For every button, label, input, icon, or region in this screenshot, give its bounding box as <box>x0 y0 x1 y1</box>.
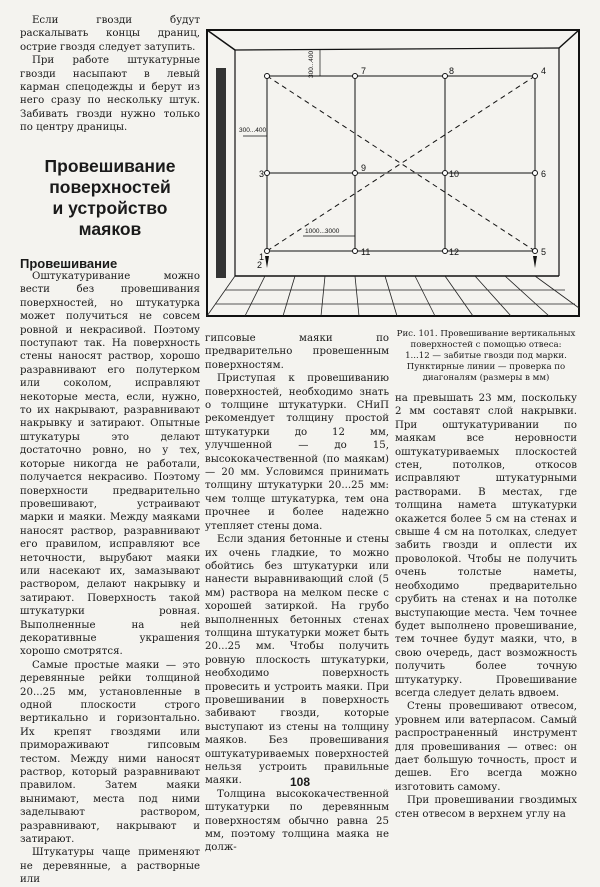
right-column <box>395 392 577 821</box>
nail-label: 2 <box>257 260 263 270</box>
door-strip <box>216 68 226 278</box>
diagonal-check-lines <box>267 76 535 251</box>
paragraph: Приступая к провешиванию поверхностей, необходимо знать о толщине штукатурки. СНиП рекомендует толщину простой штукатурки до 12 мм, улучшенной — до 15, высококачественной (по маякам) — 20 мм. Условимся принимать толщину штукатурки 20...25 мм: чем толще штукатурка, тем она прочнее и более надежно утепляет стены дома. <box>205 373 389 532</box>
dimension-bottom: 1000...3000 <box>305 228 340 235</box>
dimension-top: 300...400 <box>308 50 315 78</box>
ceiling-line <box>235 48 559 50</box>
nail <box>265 74 270 79</box>
paragraph: Если здания бетонные и стены их очень гладкие, то можно обойтись без штукатурки или нанести выравнивающий слой (5 мм) раствора на мелком песке с хорошей затиркой. На грубо выполненных бетонных стенах толщина штукатурки может быть 20...25 мм. Чтобы получить ровную плоскость штукатурки, необходимо поверхность провесить и устроить маяки. При провешивании в поверхность забивают гвозди, которые выступают из стены на толщину маяков. Без провешивания оштукатуриваемых поверхностей нельзя устроить правильные маяки. <box>205 534 389 787</box>
ceiling-corner-right <box>559 30 579 48</box>
figure-wall-plumbing <box>205 28 581 320</box>
nail-label: 6 <box>541 169 547 179</box>
nail <box>265 249 270 254</box>
nail-label: 5 <box>541 247 547 257</box>
page-number: 108 <box>289 775 311 789</box>
section-title <box>20 156 200 240</box>
plumb-bob-left <box>265 256 269 268</box>
nail <box>353 74 358 79</box>
paragraph: Оштукатуривание можно вести без провешивания поверхностей, но штукатурка может получиться не совсем ровной и некрасивой. Поэтому поступают так. На поверхность стены наносят раствор, хорошо разравнивают его полутерком или соколом, исправляют некоторые места, если, нужно, то их накрывают, разравнивают накрывку и затирают. Опытные штукатуры это делают достаточно ровно, но у тех, которые никогда не работали, получается некрасиво. Поэтому поверхности предварительно провешивают, устраивают марки и маяки. Между маяками наносят раствор, разравнивают его правилом, исправляют все неточности, вырубают маяки или насекают их, замазывают раствором, делают накрывку и затирают. Поверхность такой штукатурки ровная. Выполненные на ней декоративные украшения хорошо смотрятся. <box>20 271 200 658</box>
plumb-bob-right <box>533 256 537 268</box>
nail <box>353 249 358 254</box>
paragraph: Если гвозди будут раскалывать концы драниц, острие гвоздя следует затупить. <box>20 15 200 53</box>
nail-label: 10 <box>449 169 460 179</box>
paragraph: При провешивании гвоздимых стен отвесом в верхнем углу на <box>395 795 577 820</box>
title-line: Провешивание <box>44 156 176 176</box>
title-line: поверхностей <box>49 177 171 197</box>
nail <box>533 171 538 176</box>
nail <box>265 171 270 176</box>
paragraph: При работе штукатурные гвозди насыпают в левый карман спецодежды и берут из него сразу по нескольку штук. Забивать гвозди нужно только по центру драницы. <box>20 55 200 134</box>
subsection-title: Провешивание <box>20 256 118 271</box>
paragraph: на превышать 23 мм, поскольку 2 мм составят слой накрывки. При оштукатуривании по маякам все неровности оштукатуриваемых плоскостей стен, потолков, откосов исправляют штукатурными растворами. В местах, где толщина намета штукатурки окажется более 5 см на стенах и свыше 4 см на потолках, следует забить гвозди и оплести их проволокой. Чтобы не получить очень толстые наметы, необходимо предварительно срубить на стенах и на потолке выступающие места. Чем точнее будет выполнено провешивание, тем точнее будут маяки, что, в свою очередь, даст возможность получить более точную штукатурку. Провешивание всегда следует делать вдвоем. <box>395 393 577 699</box>
nail <box>533 74 538 79</box>
intro-text <box>20 14 200 135</box>
nails <box>265 74 538 254</box>
paragraph: гипсовые маяки по предварительно провешенным поверхностям. <box>205 333 389 371</box>
nail-label: 1 <box>259 252 265 262</box>
nail-label: 9 <box>361 163 367 173</box>
title-line: и устройство <box>52 198 168 218</box>
dimension-lines <box>243 50 355 236</box>
nail-label: 4 <box>541 66 547 76</box>
paragraph: Самые простые маяки — это деревянные рейки толщиной 20...25 мм, установленные в одной плоскости строго вертикально и горизонтально. Их крепят гвоздями или примораживают гипсовым тестом. Между ними наносят раствор, который разравнивают правилом. Затем маяки вынимают, места под ними заделывают раствором, разравнивают, накрывают и затирают. <box>20 659 200 846</box>
nail-label: 12 <box>449 247 460 257</box>
nail-label: 11 <box>361 247 371 257</box>
paragraph: Стены провешивают отвесом, уровнем или ватерпасом. Самый распространенный инструмент для провешивания — отвес: он дает большую точность, прост и дешев. Его всегда можно изготовить самому. <box>395 701 577 793</box>
nail-label: 7 <box>361 66 367 76</box>
nail <box>443 171 448 176</box>
caption-line: 1...12 — забитые гвозди под марки. Пунктирные линии — проверка по диагоналям (размеры в мм) <box>405 351 567 383</box>
ceiling-corner-left <box>207 30 235 50</box>
paragraph: Толщина высококачественной штукатурки по деревянным поверхностям обычно равна 25 мм, поэтому толщина маяка не долж- <box>205 788 389 854</box>
figure-caption <box>395 329 577 384</box>
nail <box>443 249 448 254</box>
nail <box>353 171 358 176</box>
nail <box>443 74 448 79</box>
left-column <box>20 270 200 887</box>
nail-label: 8 <box>449 66 455 76</box>
nail-label: 3 <box>259 169 265 179</box>
caption-line: Рис. 101. Провешивание вертикальных поверхностей с помощью отвеса: <box>396 329 576 350</box>
dimension-left: 300...400 <box>239 127 267 134</box>
nail <box>533 249 538 254</box>
paragraph: Штукатуры чаще применяют не деревянные, а растворные или <box>20 847 200 886</box>
floor-planks <box>207 276 579 316</box>
title-line: маяков <box>78 219 142 239</box>
